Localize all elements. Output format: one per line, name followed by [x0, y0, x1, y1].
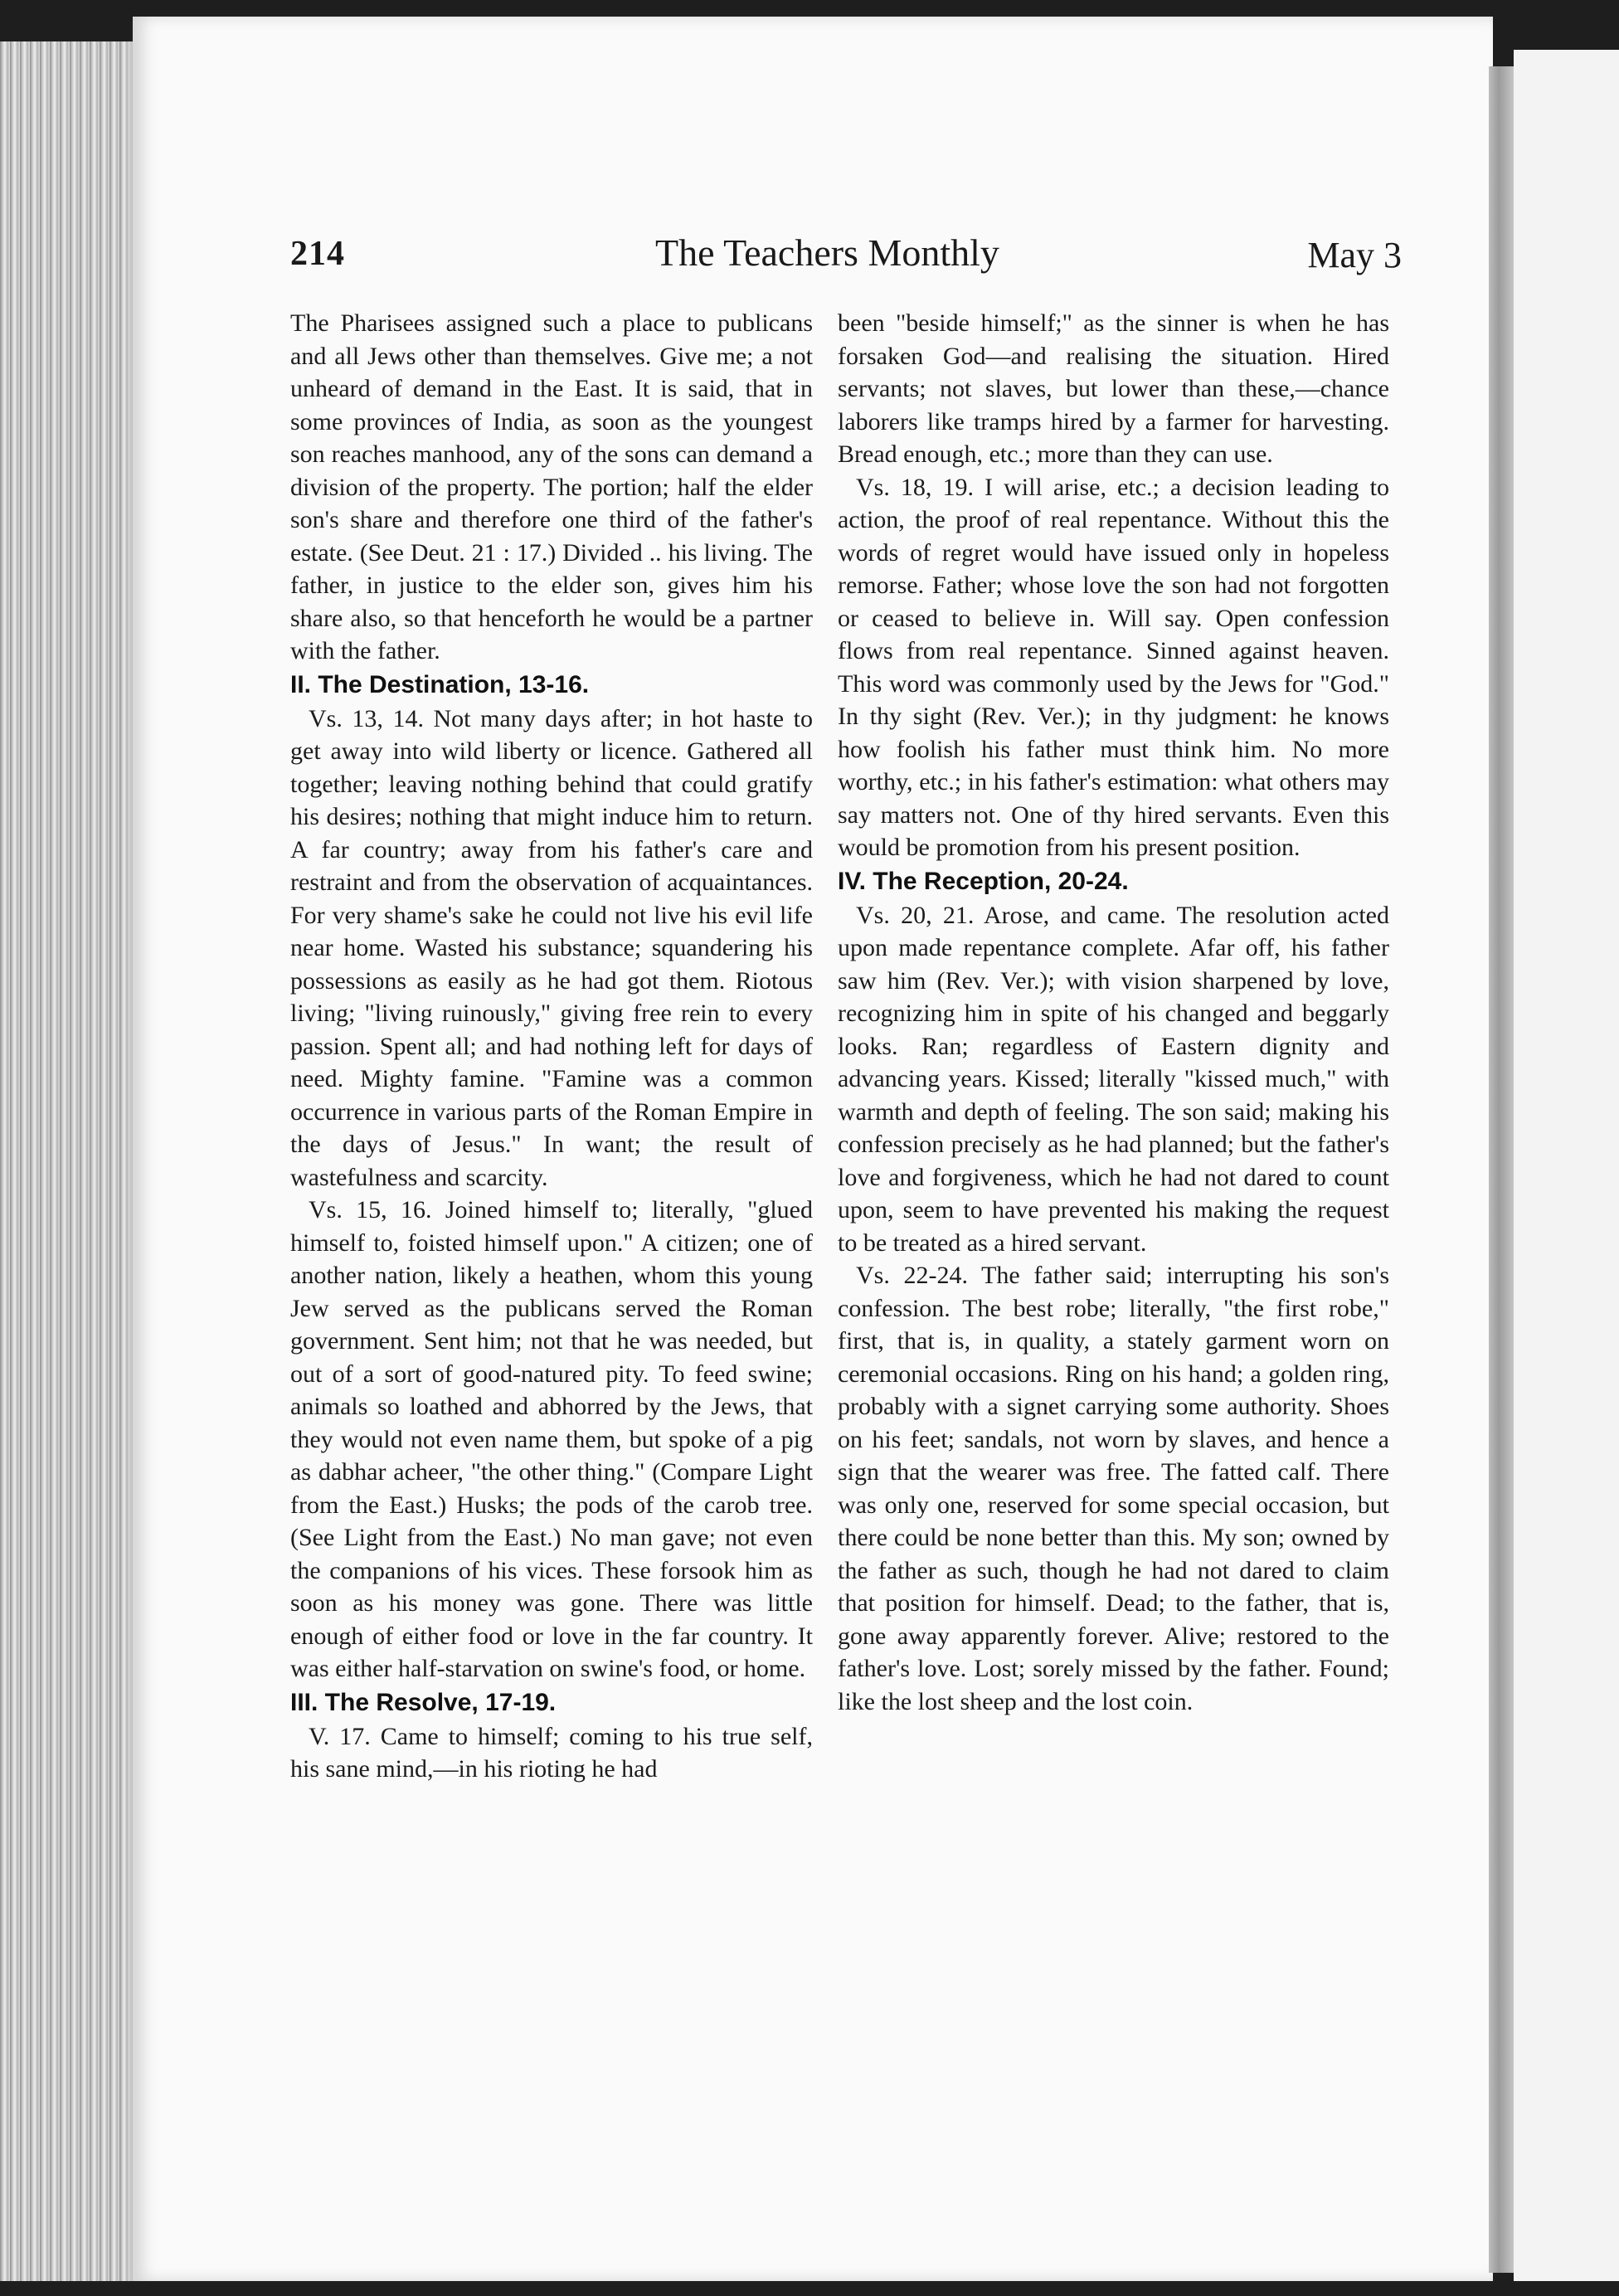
page-stack-edges: [0, 41, 141, 2281]
section-heading: III. The Resolve, 17-19.: [290, 1688, 557, 1716]
page-header: [290, 231, 1402, 292]
issue-date: May 3: [1307, 235, 1402, 275]
next-page-edge: [1514, 50, 1619, 2281]
page-gutter: [1489, 66, 1514, 2273]
right-column: [838, 307, 1389, 1718]
paragraph: Vs. 18, 19. I will arise, etc.; a decision leading to action, the proof of real repentance. Without this the words of regret would have issued only in hopeless remorse. Father; whose love the son had not forgotten or ceased to believe in. Will say. Open confession flows from real repentance. Sinned against heaven. This word was commonly used by the Jews for "God." In thy sight (Rev. Ver.); in thy judgment: he knows how foolish his father must think him. No more worthy, etc.; in his father's estimation: what others may say matters not. One of thy hired servants. Even this would be promotion from his present position.: [838, 473, 1389, 861]
paragraph: Vs. 15, 16. Joined himself to; literally, "glued himself to, foisted himself upon." A citizen; one of another nation, likely a heathen, whom this young Jew served as the publicans served the Roman government. Sent him; not that he was needed, but out of a sort of good-natured pity. To feed swine; animals so loathed and abhorred by the Jews, that they would not even name them, but spoke of a pig as dabhar acheer, "the other thing." (Compare Light from the East.) Husks; the pods of the carob tree. (See Light from the East.) No man gave; not even the companions of his vices. These forsook him as soon as his money was gone. There was little enough of either food or love in the far country. It was either half-starvation on swine's food, or home.: [290, 1196, 813, 1682]
paragraph: Vs. 20, 21. Arose, and came. The resolution acted upon made repentance complete. Afar off, his father saw him (Rev. Ver.); with vision sharpened by love, recognizing him in spite of his changed and beggarly looks. Ran; regardless of Eastern dignity and advancing years. Kissed; literally "kissed much," with warmth and depth of feeling. The son said; making his confession precisely as he had planned; but the father's love and forgiveness, which he had not dared to count upon, seem to have prevented his making the request to be treated as a hired servant.: [838, 901, 1389, 1257]
paragraph: V. 17. Came to himself; coming to his true self, his sane mind,—in his rioting he had: [290, 1722, 813, 1783]
section-heading: II. The Destination, 13-16.: [290, 670, 590, 698]
paragraph: The Pharisees assigned such a place to publicans and all Jews other than themselves. Give me; a not unheard of demand in the East. It is said, that in some provinces of India, as soon as the youngest son reaches manhood, any of the sons can demand a division of the property. The portion; half the elder son's share and therefore one third of the father's estate. (See Deut. 21 : 17.) Divided .. his living. The father, in justice to the elder son, gives him his share also, so that henceforth he would be a partner with the father.: [290, 309, 813, 664]
paragraph: Vs. 22-24. The father said; interrupting his son's confession. The best robe; literally, "the first robe," first, that is, in quality, a stately garment worn on ceremonial occasions. Ring on his hand; a golden ring, probably with a signet carrying some authority. Shoes on his feet; sandals, not worn by slaves, and hence a sign that the wearer was free. The fatted calf. There was only one, reserved for some special occasion, but there could be none better than this. My son; owned by the father as such, though he had not dared to claim that position for himself. Dead; to the father, that is, gone away apparently forever. Alive; restored to the father's love. Lost; sorely missed by the father. Found; like the lost sheep and the lost coin.: [838, 1262, 1389, 1715]
paragraph: Vs. 13, 14. Not many days after; in hot haste to get away into wild liberty or licence. Gathered all together; leaving nothing behind that could gratify his desires; nothing that might induce him to return. A far country; away from his father's care and restraint and from the observation of acquaintances. For very shame's sake he could not live his evil life near home. Wasted his substance; squandering his possessions as easily as he had got them. Riotous living; "living ruinously," giving free rein to every passion. Spent all; and had nothing left for days of need. Mighty famine. "Famine was a common occurrence in various parts of the Roman Empire in the days of Jesus." In want; the result of wastefulness and scarcity.: [290, 704, 813, 1191]
running-title: The Teachers Monthly: [655, 231, 999, 274]
section-heading: IV. The Reception, 20-24.: [838, 867, 1129, 895]
left-column: [290, 307, 813, 1786]
paragraph: been "beside himself;" as the sinner is when he has forsaken God—and realising the situation. Hired servants; not slaves, but lower than these,—chance laborers like tramps hired by a farmer for harvesting. Bread enough, etc.; more than they can use.: [838, 309, 1389, 468]
page-number: 214: [290, 235, 345, 273]
